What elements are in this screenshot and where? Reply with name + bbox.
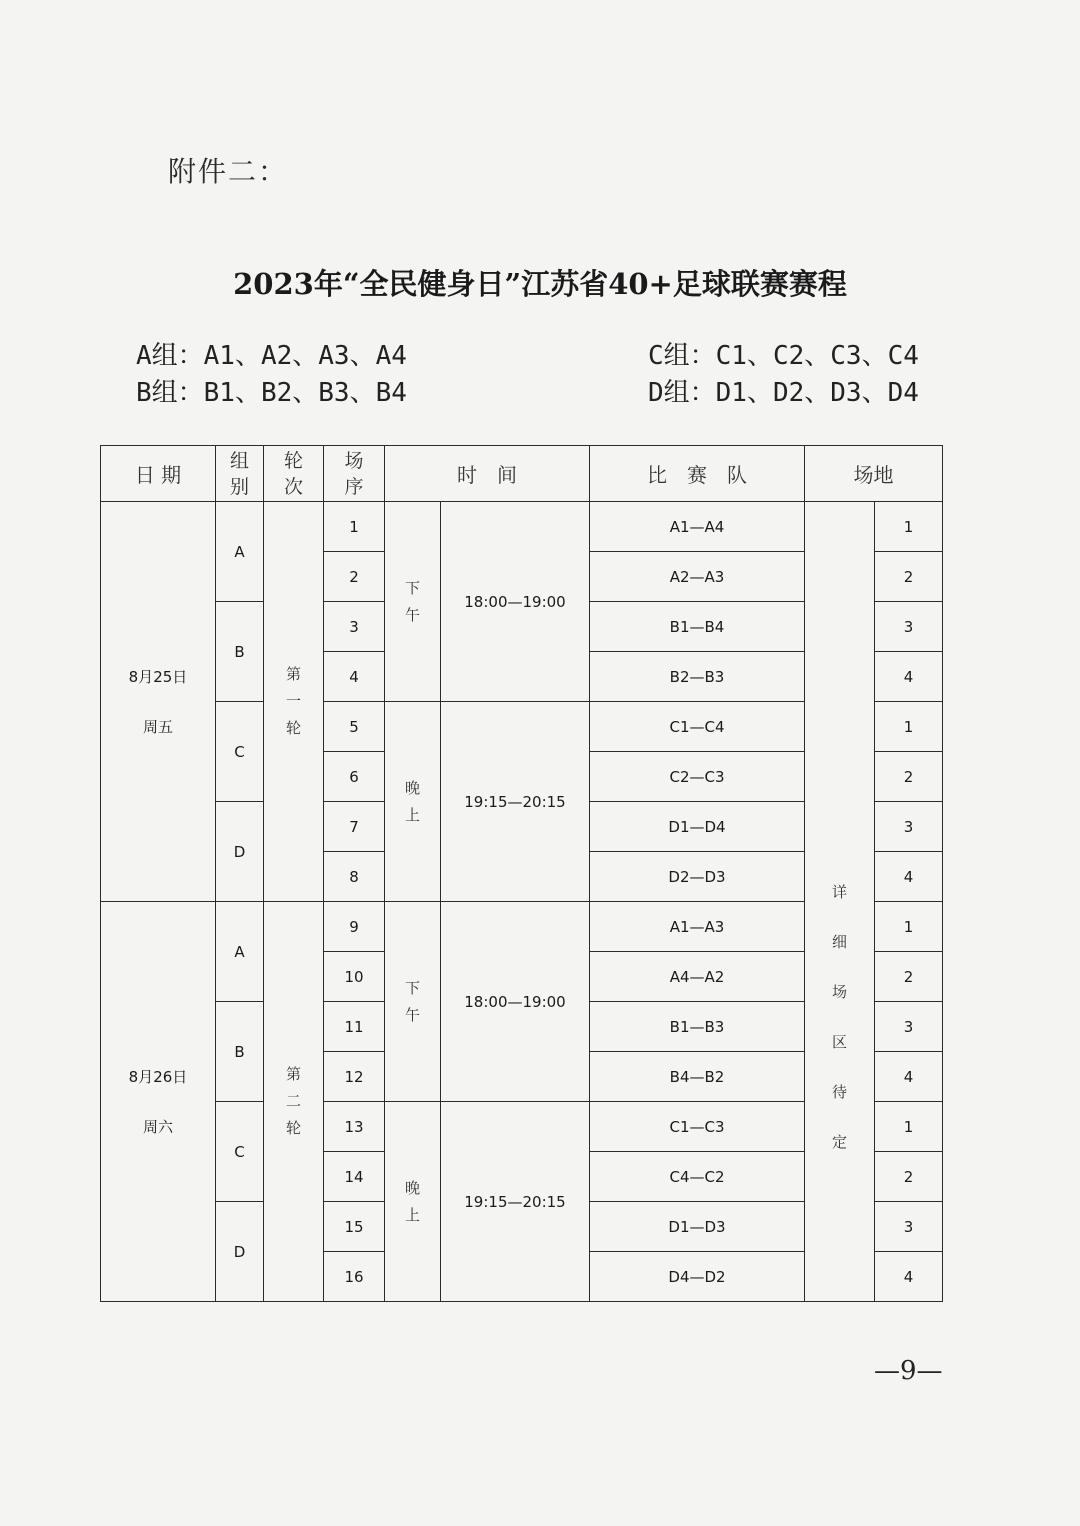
- header-round: 轮 次: [264, 446, 324, 502]
- group-teams: B1、B2、B3、B4: [203, 378, 407, 408]
- match-no-cell: 1: [324, 502, 385, 552]
- period-cell: 下 午: [385, 902, 441, 1102]
- teams-cell: C1—C4: [590, 702, 805, 752]
- field-cell: 4: [875, 1252, 943, 1302]
- teams-cell: D4—D2: [590, 1252, 805, 1302]
- group-a-line: [136, 338, 407, 375]
- group-list-right: [648, 338, 919, 412]
- group-cell: C: [216, 702, 264, 802]
- header-venue: 场地: [805, 446, 943, 502]
- match-no-cell: 16: [324, 1252, 385, 1302]
- teams-cell: A1—A4: [590, 502, 805, 552]
- field-cell: 3: [875, 802, 943, 852]
- group-cell: B: [216, 602, 264, 702]
- group-b-line: [136, 375, 407, 412]
- date-text: 8月25日: [128, 667, 188, 686]
- venue-note-cell: [805, 502, 875, 1302]
- field-cell: 1: [875, 702, 943, 752]
- round-cell: 第 二 轮: [264, 902, 324, 1302]
- field-cell: 3: [875, 602, 943, 652]
- date-text: 8月26日: [128, 1067, 188, 1086]
- group-teams: A1、A2、A3、A4: [203, 341, 407, 371]
- match-no-cell: 8: [324, 852, 385, 902]
- teams-cell: B1—B4: [590, 602, 805, 652]
- group-cell: D: [216, 802, 264, 902]
- field-cell: 1: [875, 902, 943, 952]
- venue-note-char: 待: [831, 1082, 847, 1101]
- group-cell: D: [216, 1202, 264, 1302]
- header-row: [101, 446, 943, 502]
- time-cell: 19:15—20:15: [441, 1102, 590, 1302]
- match-no-cell: 6: [324, 752, 385, 802]
- match-no-cell: 15: [324, 1202, 385, 1252]
- group-teams: C1、C2、C3、C4: [715, 341, 919, 371]
- header-group: 组 别: [216, 446, 264, 502]
- field-cell: 2: [875, 752, 943, 802]
- group-cell: C: [216, 1102, 264, 1202]
- field-cell: 4: [875, 652, 943, 702]
- group-d-line: [648, 375, 919, 412]
- group-list-left: [136, 338, 407, 412]
- match-no-cell: 14: [324, 1152, 385, 1202]
- field-cell: 1: [875, 1102, 943, 1152]
- teams-cell: C1—C3: [590, 1102, 805, 1152]
- time-cell: 18:00—19:00: [441, 902, 590, 1102]
- venue-note-char: 区: [831, 1032, 847, 1051]
- match-no-cell: 12: [324, 1052, 385, 1102]
- group-label: A组：: [136, 341, 204, 371]
- teams-cell: B1—B3: [590, 1002, 805, 1052]
- field-cell: 1: [875, 502, 943, 552]
- table-row: [101, 502, 943, 552]
- group-label: D组：: [648, 378, 716, 408]
- teams-cell: A4—A2: [590, 952, 805, 1002]
- match-no-cell: 2: [324, 552, 385, 602]
- document-title: 2023年“全民健身日”江苏省40+足球联赛赛程: [233, 267, 847, 301]
- page-number: —9—: [874, 1356, 943, 1386]
- group-c-line: [648, 338, 919, 375]
- period-cell: 下 午: [385, 502, 441, 702]
- field-cell: 3: [875, 1002, 943, 1052]
- group-cell: A: [216, 502, 264, 602]
- field-cell: 4: [875, 852, 943, 902]
- field-cell: 2: [875, 552, 943, 602]
- date-cell: [101, 902, 216, 1302]
- field-cell: 2: [875, 1152, 943, 1202]
- teams-cell: D2—D3: [590, 852, 805, 902]
- match-no-cell: 3: [324, 602, 385, 652]
- teams-cell: B4—B2: [590, 1052, 805, 1102]
- weekday-text: 周六: [142, 1117, 173, 1136]
- group-label: B组：: [136, 378, 204, 408]
- venue-note-char: 细: [831, 932, 847, 951]
- teams-cell: D1—D4: [590, 802, 805, 852]
- header-teams: 比 赛 队: [590, 446, 805, 502]
- teams-cell: A1—A3: [590, 902, 805, 952]
- teams-cell: A2—A3: [590, 552, 805, 602]
- period-cell: 晚 上: [385, 1102, 441, 1302]
- match-no-cell: 7: [324, 802, 385, 852]
- time-cell: 18:00—19:00: [441, 502, 590, 702]
- match-no-cell: 4: [324, 652, 385, 702]
- schedule-table: [100, 445, 943, 1302]
- match-no-cell: 13: [324, 1102, 385, 1152]
- header-match-no: 场 序: [324, 446, 385, 502]
- round-cell: 第 一 轮: [264, 502, 324, 902]
- weekday-text: 周五: [142, 717, 173, 736]
- attachment-label: 附件二：: [168, 155, 289, 188]
- group-teams: D1、D2、D3、D4: [715, 378, 919, 408]
- teams-cell: C4—C2: [590, 1152, 805, 1202]
- field-cell: 4: [875, 1052, 943, 1102]
- venue-note-char: 场: [831, 982, 847, 1001]
- match-no-cell: 10: [324, 952, 385, 1002]
- match-no-cell: 9: [324, 902, 385, 952]
- header-time: 时 间: [385, 446, 590, 502]
- match-no-cell: 11: [324, 1002, 385, 1052]
- header-date: 日 期: [101, 446, 216, 502]
- group-cell: B: [216, 1002, 264, 1102]
- group-label: C组：: [648, 341, 716, 371]
- match-no-cell: 5: [324, 702, 385, 752]
- field-cell: 2: [875, 952, 943, 1002]
- period-cell: 晚 上: [385, 702, 441, 902]
- teams-cell: D1—D3: [590, 1202, 805, 1252]
- group-cell: A: [216, 902, 264, 1002]
- time-cell: 19:15—20:15: [441, 702, 590, 902]
- venue-note-char: 详: [831, 882, 847, 901]
- teams-cell: B2—B3: [590, 652, 805, 702]
- venue-note-char: 定: [831, 1132, 847, 1151]
- date-cell: [101, 502, 216, 902]
- teams-cell: C2—C3: [590, 752, 805, 802]
- field-cell: 3: [875, 1202, 943, 1252]
